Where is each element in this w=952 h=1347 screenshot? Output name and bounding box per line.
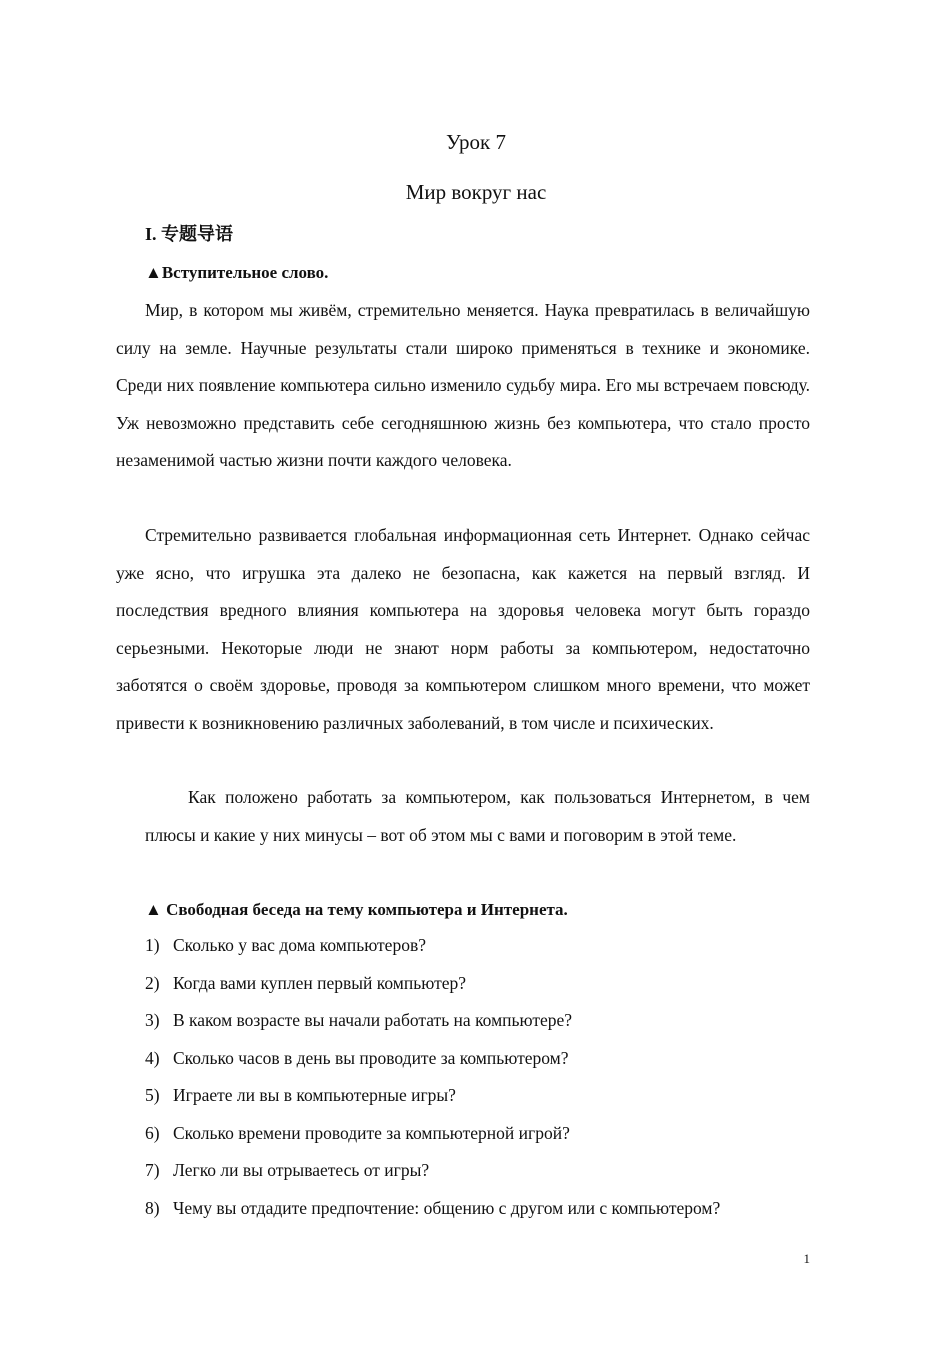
question-item	[145, 1002, 825, 1040]
question-number: 6)	[145, 1122, 160, 1143]
question-text: Сколько у вас дома компьютеров?	[173, 935, 426, 955]
question-item	[145, 1040, 825, 1078]
question-text: Когда вами куплен первый компьютер?	[173, 972, 466, 993]
question-text: Чему вы отдадите предпочтение: общению с другом или с компьютером?	[173, 1197, 721, 1218]
intro-paragraph-2: Стремительно развивается глобальная информационная сеть Интернет. Однако сейчас уже ясно, что игрушка эта далеко не безопасна, как кажется на первый взгляд. И последствия вредного влияния компьютера на здоровья человека могут быть гораздо серьезными. Некоторые люди не знают норм работы за компьютером, недостаточно заботятся о своём здоровье, проводя за компьютером слишком много времени, что может привести к возникновению различных заболеваний, в том числе и психических.	[116, 525, 810, 733]
question-item	[145, 927, 825, 965]
question-number: 3)	[145, 1010, 160, 1030]
question-number: 7)	[145, 1160, 160, 1180]
question-number: 4)	[145, 1047, 160, 1068]
question-text: Сколько времени проводите за компьютерной игрой?	[173, 1122, 570, 1143]
question-number: 5)	[145, 1085, 160, 1105]
question-item	[145, 1190, 825, 1228]
question-text: Сколько часов в день вы проводите за компьютером?	[173, 1047, 569, 1068]
question-number: 8)	[145, 1197, 160, 1218]
question-text: Легко ли вы отрываетесь от игры?	[173, 1160, 430, 1180]
question-number: 2)	[145, 972, 160, 993]
question-item	[145, 1152, 825, 1190]
question-text: Играете ли вы в компьютерные игры?	[173, 1085, 456, 1105]
question-item	[145, 965, 825, 1003]
question-item	[145, 1115, 825, 1153]
intro-heading: ▲Вступительное слово.	[145, 263, 329, 282]
lesson-title: Мир вокруг нас	[405, 180, 547, 204]
question-item	[145, 1077, 825, 1115]
question-text: В каком возрасте вы начали работать на компьютере?	[173, 1010, 573, 1030]
question-number: 1)	[145, 935, 160, 955]
lesson-number: Урок 7	[446, 130, 506, 154]
page-number: 1	[803, 1251, 810, 1266]
question-list	[145, 927, 825, 1227]
intro-paragraph-1: Мир, в котором мы живём, стремительно меняется. Наука превратилась в величайшую силу на земле. Научные результаты стали широко применяться в технике и экономике. Среди них появление компьютера сильно изменило судьбу мира. Его мы встречаем повсюду. Уж невозможно представить себе сегодняшнюю жизнь без компьютера, что стало просто незаменимой частью жизни почти каждого человека.	[116, 300, 810, 470]
intro-paragraph-3: Как положено работать за компьютером, как пользоваться Интернетом, в чем плюсы и какие у них минусы – вот об этом мы с вами и поговорим в этой теме.	[145, 787, 810, 845]
section-heading: I. 专题导语	[145, 224, 234, 244]
discussion-heading: ▲ Свободная беседа на тему компьютера и Интернета.	[145, 900, 568, 919]
